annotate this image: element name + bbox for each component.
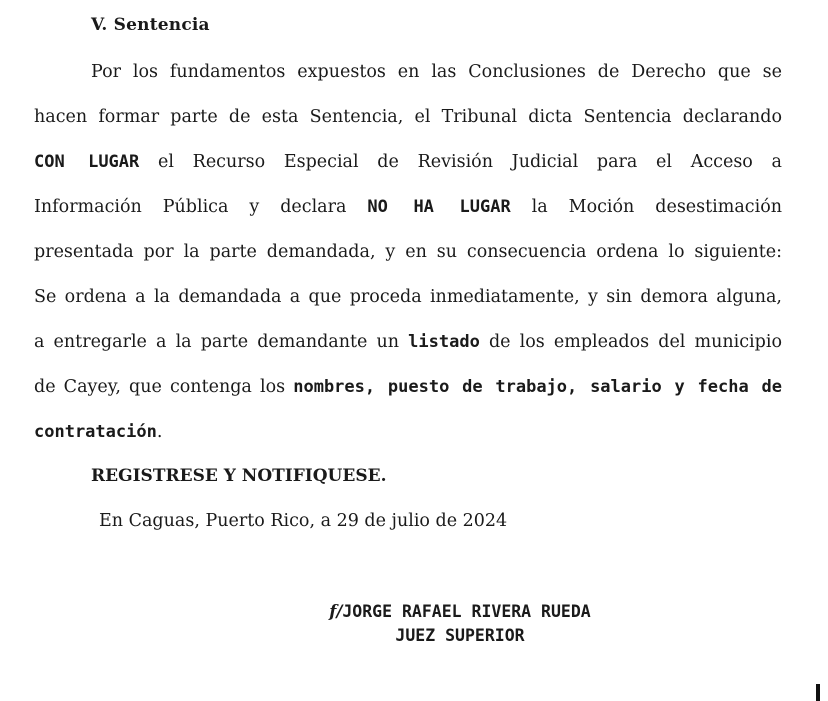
signature-name-line [250,600,670,624]
bold-text-run: contratación [34,422,157,442]
paragraph-line [34,105,782,129]
bold-text-run: listado [408,332,480,352]
place-date: En Caguas, Puerto Rico, a 29 de julio de 2024 [99,511,508,531]
paragraph-line [34,150,782,174]
paragraph-line [34,285,782,309]
paragraph-line [34,195,782,219]
judge-title: JUEZ SUPERIOR [395,626,525,645]
signature-prefix: f/ [329,602,343,621]
paragraph-line [34,375,782,399]
text-run: presentada por la parte demandada, y en su consecuencia ordena lo siguiente: [34,242,782,262]
text-run: la Moción desestimación [510,197,782,217]
bold-text-run: CON LUGAR [34,152,140,172]
judge-name: JORGE RAFAEL RIVERA RUEDA [342,602,591,621]
section-heading: V. Sentencia [91,15,210,35]
signature-block [250,600,670,648]
bold-text-run: nombres, puesto de trabajo, salario y fecha de [293,377,782,397]
register-notice: REGISTRESE Y NOTIFIQUESE. [91,466,387,486]
scan-edge-mark [816,684,820,701]
text-run: el Recurso Especial de Revisión Judicial para el Acceso a [139,152,782,172]
text-run: Por los fundamentos expuestos en las Conclusiones de Derecho que se [91,62,782,82]
text-run: hacen formar parte de esta Sentencia, el Tribunal dicta Sentencia declarando [34,107,782,127]
text-run: de Cayey, que contenga los [34,377,294,397]
text-run: de los empleados del municipio [479,332,782,352]
text-run: . [156,422,163,442]
paragraph-line [34,330,782,354]
paragraph-line [91,60,782,84]
text-run: a entregarle a la parte demandante un [34,332,409,352]
text-run: Se ordena a la demandada a que proceda inmediatamente, y sin demora alguna, [34,287,782,307]
bold-text-run: NO HA LUGAR [367,197,511,217]
paragraph-line [34,240,782,264]
paragraph-line [34,420,782,444]
text-run: Información Pública y declara [34,197,368,217]
